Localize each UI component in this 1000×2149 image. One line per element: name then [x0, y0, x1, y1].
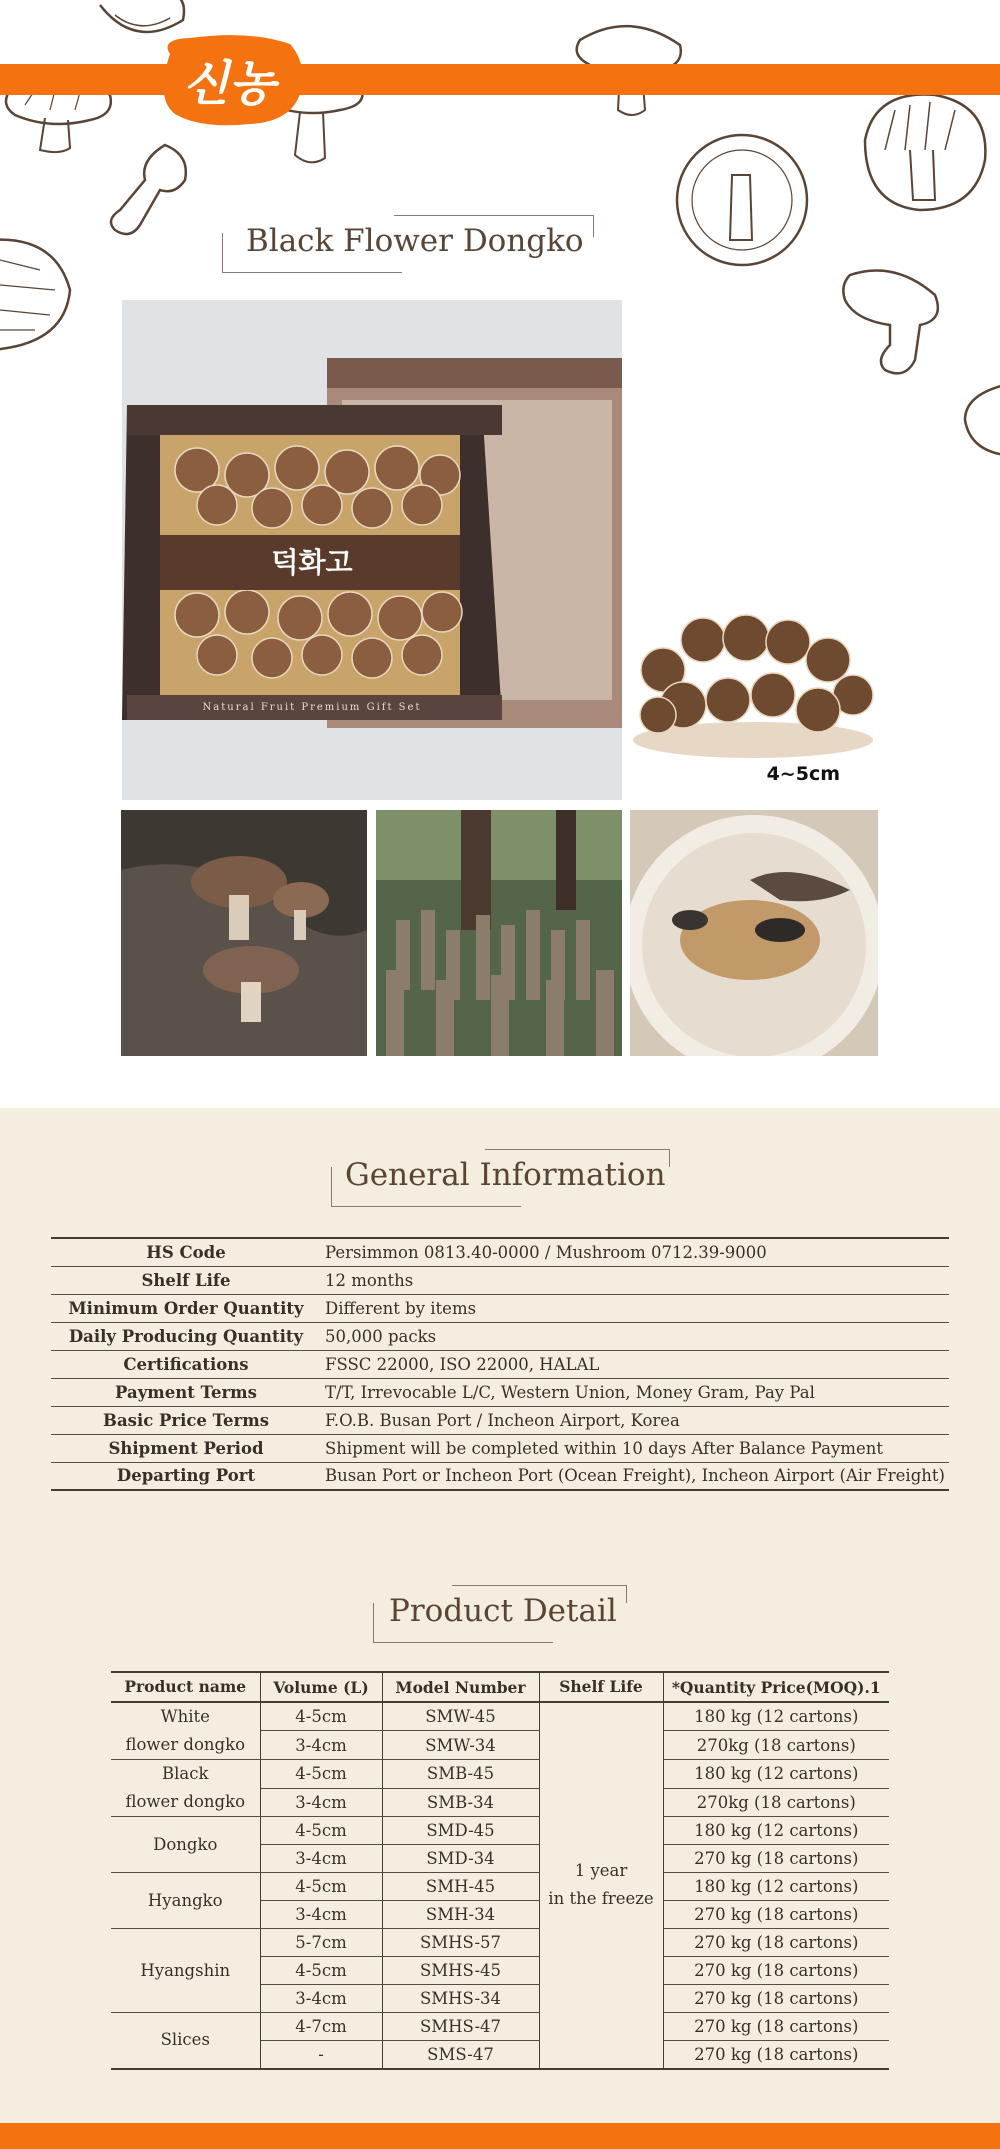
table-row	[111, 1929, 889, 1957]
quantity-price-cell: 270 kg (18 cartons)	[663, 1845, 889, 1873]
mushroom-illustration-icon	[670, 130, 815, 270]
info-value: Persimmon 0813.40-0000 / Mushroom 0712.39-9000	[325, 1242, 767, 1262]
product-name-cell: Hyangshin	[111, 1929, 260, 2013]
table-row	[111, 2013, 889, 2041]
general-title-frame	[331, 1149, 670, 1207]
quantity-price-cell: 270 kg (18 cartons)	[663, 1985, 889, 2013]
product-detail-table	[111, 1671, 889, 2070]
table-row	[51, 1350, 949, 1378]
info-value: FSSC 22000, ISO 22000, HALAL	[325, 1354, 600, 1374]
volume-cell: 4-5cm	[260, 1957, 382, 1985]
table-row	[51, 1266, 949, 1294]
quantity-price-cell: 270 kg (18 cartons)	[663, 1901, 889, 1929]
quantity-price-cell: 180 kg (12 cartons)	[663, 1873, 889, 1901]
size-label: 4~5cm	[766, 763, 840, 785]
quantity-price-cell: 270 kg (18 cartons)	[663, 1957, 889, 1985]
quantity-price-cell: 180 kg (12 cartons)	[663, 1817, 889, 1845]
box-brand-text: 덕화고	[271, 546, 353, 579]
quantity-price-cell: 270 kg (18 cartons)	[663, 1929, 889, 1957]
model-number-cell: SMB-45	[382, 1760, 539, 1789]
info-value: 50,000 packs	[325, 1326, 437, 1346]
volume-cell: 4-5cm	[260, 1760, 382, 1789]
product-name-cell: Black flower dongko	[111, 1760, 260, 1817]
product-detail-title: Product Detail	[389, 1593, 617, 1629]
header-quantity-price: *Quantity Price(MOQ).1	[663, 1672, 889, 1702]
general-title: General Information	[345, 1157, 666, 1193]
product-name-cell: Hyangko	[111, 1873, 260, 1929]
info-value: Busan Port or Incheon Port (Ocean Freight), Incheon Airport (Air Freight)	[325, 1466, 945, 1486]
porridge-photo	[630, 810, 878, 1056]
general-info-table	[51, 1237, 949, 1491]
volume-cell: 5-7cm	[260, 1929, 382, 1957]
product-title: Black Flower Dongko	[246, 223, 584, 259]
model-number-cell: SMD-34	[382, 1845, 539, 1873]
header-model-number: Model Number	[382, 1672, 539, 1702]
volume-cell: 3-4cm	[260, 1788, 382, 1817]
info-key: Basic Price Terms	[103, 1410, 269, 1430]
mushroom-illustration-icon	[105, 135, 200, 245]
gift-box-photo	[122, 300, 622, 800]
model-number-cell: SMS-47	[382, 2041, 539, 2069]
model-number-cell: SMB-34	[382, 1788, 539, 1817]
table-row	[111, 1702, 889, 1731]
mushroom-illustration-icon	[960, 380, 1000, 460]
model-number-cell: SMHS-47	[382, 2013, 539, 2041]
info-key: Shelf Life	[141, 1270, 231, 1290]
model-number-cell: SMH-34	[382, 1901, 539, 1929]
table-row	[51, 1462, 949, 1490]
table-row	[111, 1760, 889, 1789]
table-row	[111, 1817, 889, 1845]
info-key: Minimum Order Quantity	[68, 1298, 304, 1318]
volume-cell: -	[260, 2041, 382, 2069]
model-number-cell: SMHS-34	[382, 1985, 539, 2013]
info-key: Shipment Period	[108, 1438, 264, 1458]
info-value: Different by items	[325, 1298, 477, 1318]
model-number-cell: SMD-45	[382, 1817, 539, 1845]
info-value: T/T, Irrevocable L/C, Western Union, Money Gram, Pay Pal	[325, 1382, 815, 1402]
info-value: 12 months	[325, 1270, 414, 1290]
info-key: Certifications	[123, 1354, 249, 1374]
info-key: Payment Terms	[115, 1382, 257, 1402]
info-value: F.O.B. Busan Port / Incheon Airport, Korea	[325, 1410, 680, 1430]
shelf-life-cell: 1 year in the freeze	[539, 1702, 663, 2069]
table-row	[51, 1322, 949, 1350]
volume-cell: 4-7cm	[260, 2013, 382, 2041]
volume-cell: 3-4cm	[260, 1901, 382, 1929]
table-row	[51, 1294, 949, 1322]
info-key: Daily Producing Quantity	[68, 1326, 304, 1346]
header-product-name: Product name	[111, 1672, 260, 1702]
quantity-price-cell: 270kg (18 cartons)	[663, 1731, 889, 1760]
product-title-frame	[222, 215, 594, 273]
model-number-cell: SMW-34	[382, 1731, 539, 1760]
volume-cell: 3-4cm	[260, 1985, 382, 2013]
volume-cell: 4-5cm	[260, 1817, 382, 1845]
table-row	[51, 1406, 949, 1434]
quantity-price-cell: 180 kg (12 cartons)	[663, 1760, 889, 1789]
box-caption-text: Natural Fruit Premium Gift Set	[202, 702, 422, 713]
logo-text: 신농	[182, 56, 276, 112]
header-shelf-life: Shelf Life	[539, 1672, 663, 1702]
product-name-cell: Dongko	[111, 1817, 260, 1873]
quantity-price-cell: 270kg (18 cartons)	[663, 1788, 889, 1817]
model-number-cell: SMHS-57	[382, 1929, 539, 1957]
brand-logo	[150, 34, 308, 128]
volume-cell: 4-5cm	[260, 1873, 382, 1901]
table-row	[51, 1238, 949, 1266]
header-volume: Volume (L)	[260, 1672, 382, 1702]
model-number-cell: SMH-45	[382, 1873, 539, 1901]
info-value: Shipment will be completed within 10 days After Balance Payment	[325, 1438, 883, 1458]
quantity-price-cell: 270 kg (18 cartons)	[663, 2041, 889, 2069]
quantity-price-cell: 270 kg (18 cartons)	[663, 2013, 889, 2041]
mushroom-illustration-icon	[0, 230, 75, 355]
product-title-frame-2	[373, 1585, 627, 1643]
forest-logs-photo	[376, 810, 622, 1056]
model-number-cell: SMHS-45	[382, 1957, 539, 1985]
size-photo	[628, 600, 878, 800]
table-row	[51, 1378, 949, 1406]
volume-cell: 4-5cm	[260, 1702, 382, 1731]
table-row	[111, 1873, 889, 1901]
product-name-cell: White flower dongko	[111, 1702, 260, 1760]
table-row	[51, 1434, 949, 1462]
volume-cell: 3-4cm	[260, 1731, 382, 1760]
product-name-cell: Slices	[111, 2013, 260, 2069]
mushroom-illustration-icon	[855, 90, 995, 220]
log-mushroom-photo	[121, 810, 367, 1056]
model-number-cell: SMW-45	[382, 1702, 539, 1731]
table-header-row	[111, 1672, 889, 1702]
volume-cell: 3-4cm	[260, 1845, 382, 1873]
footer-band	[0, 2123, 1000, 2149]
mushroom-illustration-icon	[835, 265, 950, 385]
info-key: HS Code	[146, 1242, 226, 1262]
quantity-price-cell: 180 kg (12 cartons)	[663, 1702, 889, 1731]
info-key: Departing Port	[116, 1466, 256, 1486]
